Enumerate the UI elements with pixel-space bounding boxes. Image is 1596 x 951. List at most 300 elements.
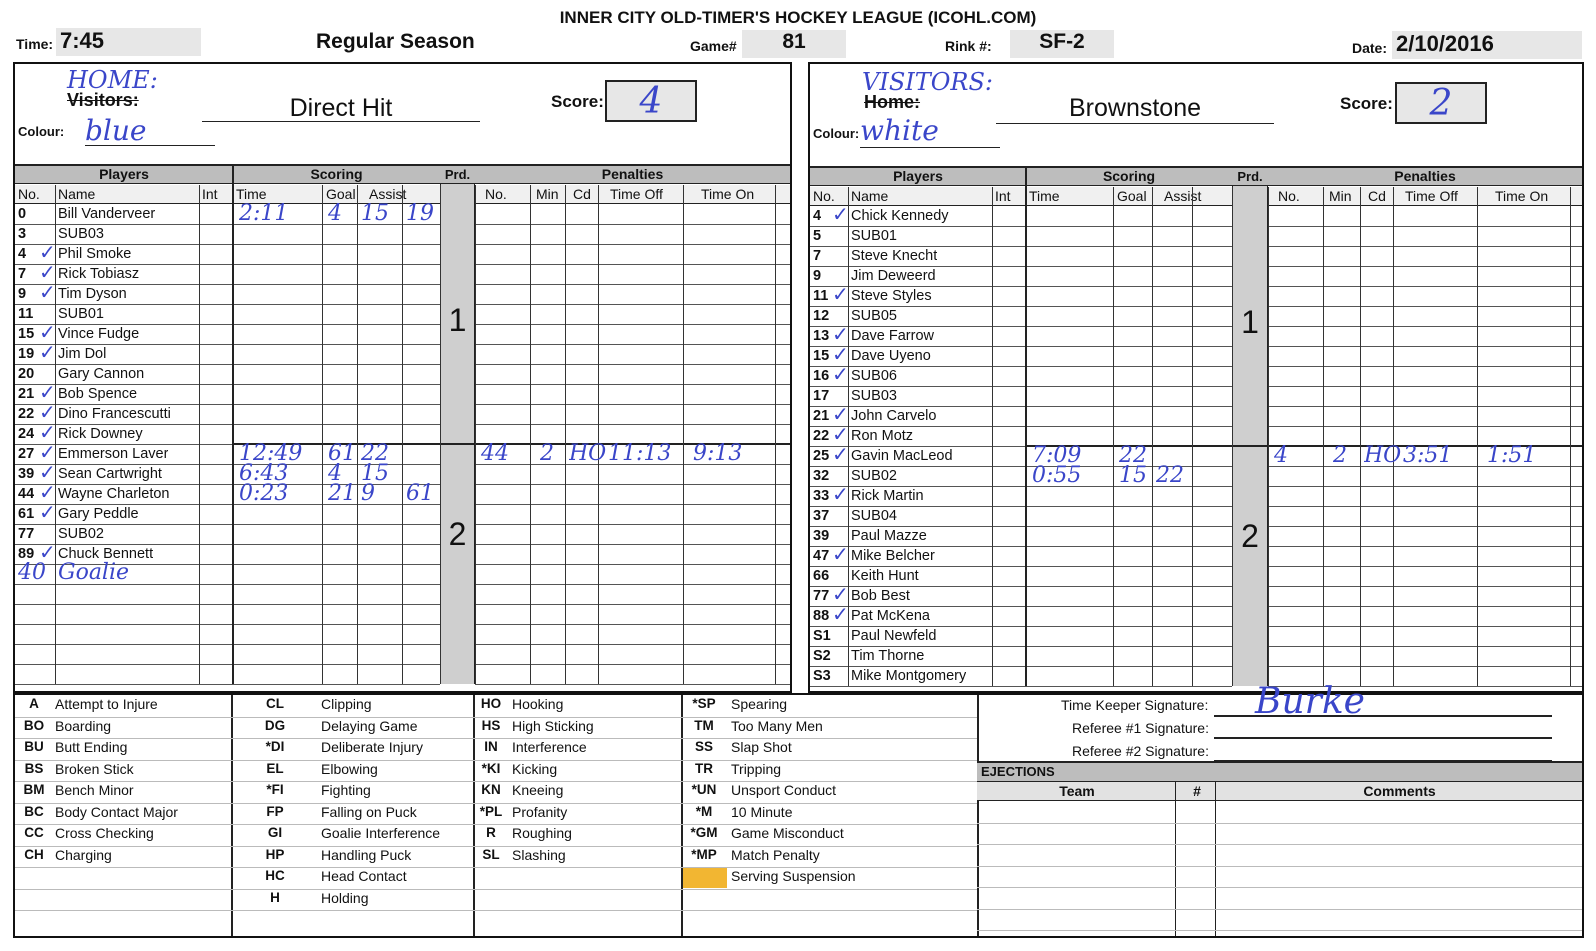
grid-line <box>475 424 790 425</box>
penalty-code-desc: Fighting <box>321 782 371 798</box>
grid-line <box>475 364 790 365</box>
player-number: 22 <box>18 406 35 422</box>
grid-line <box>1268 386 1582 387</box>
grid-vline <box>992 187 993 686</box>
player-number: 9 <box>813 268 822 284</box>
grid-line <box>810 386 1232 387</box>
player-name: Keith Hunt <box>851 568 919 584</box>
check-mark-icon: ✓ <box>832 402 849 426</box>
ejections-comments-header: Comments <box>1363 783 1436 799</box>
player-name: SUB03 <box>58 226 104 242</box>
grid-line <box>475 664 790 665</box>
legend-row-line <box>15 910 977 911</box>
penalty-code-desc: Clipping <box>321 696 372 712</box>
penalties-header: Penalties <box>475 164 790 184</box>
penalty-code-desc: 10 Minute <box>731 803 793 820</box>
visitors-score: 2 <box>1395 82 1487 124</box>
penalty-code-key: *KI <box>481 760 501 776</box>
penalty-code-key: A <box>29 696 39 711</box>
penalty-minutes: 2 <box>540 441 554 466</box>
player-number: 9 <box>18 286 27 302</box>
penalty-code-desc: Body Contact Major <box>55 803 178 820</box>
legend-row-line <box>15 846 977 847</box>
timekeeper-label: Time Keeper Signature: <box>1061 697 1209 713</box>
grid-vline <box>1477 187 1478 686</box>
assist-1: 9 <box>361 481 375 506</box>
penalty-code-key: BC <box>24 803 44 819</box>
col-goal: Goal <box>326 186 356 202</box>
check-mark-icon: ✓ <box>39 340 56 364</box>
period-header: Prd. <box>1232 166 1268 186</box>
player-name: SUB03 <box>851 388 897 404</box>
grid-line <box>1268 286 1582 287</box>
penalty-code-desc: Falling on Puck <box>321 803 417 820</box>
penalty-legend <box>13 681 1584 938</box>
penalty-code-key: SS <box>694 739 713 754</box>
game-label: Game# <box>690 38 737 54</box>
check-mark-icon: ✓ <box>832 282 849 306</box>
ejections-title: EJECTIONS <box>977 761 1582 781</box>
col-time-off: Time Off <box>1405 188 1458 204</box>
penalty-code-desc: Butt Ending <box>55 739 128 755</box>
grid-line <box>1268 406 1582 407</box>
ejections-row-line <box>977 909 1582 910</box>
player-number: S3 <box>813 668 831 684</box>
legend-divider <box>977 695 979 936</box>
goal-time: 2:11 <box>239 201 289 226</box>
player-name: Rick Martin <box>851 488 924 504</box>
grid-line <box>475 324 790 325</box>
penalty-code-desc: Broken Stick <box>55 760 134 777</box>
player-name: Mike Montgomery <box>851 668 967 684</box>
player-name: Sean Cartwright <box>58 466 162 482</box>
grid-line <box>1268 566 1582 567</box>
grid-line <box>15 604 440 605</box>
col-pen-no: No. <box>485 186 507 202</box>
grid-line <box>810 666 1232 667</box>
grid-line <box>475 544 790 545</box>
grid-vline <box>357 185 358 684</box>
grid-vline <box>565 185 566 684</box>
penalty-code-key: HS <box>481 717 501 733</box>
assist-1: 22 <box>1156 463 1184 488</box>
legend-divider <box>681 695 683 936</box>
penalty-code-desc: Serving Suspension <box>731 868 856 884</box>
penalty-code-desc: Roughing <box>512 825 572 841</box>
serving-suspension-swatch <box>681 867 727 888</box>
penalty-code-desc: Bench Minor <box>55 782 134 798</box>
player-name: SUB02 <box>58 526 104 542</box>
grid-line <box>475 224 790 225</box>
col-assist: Assist <box>369 186 407 202</box>
penalty-code-key: HO <box>480 696 502 711</box>
player-name: Wayne Charleton <box>58 486 170 502</box>
penalty-code-desc: Charging <box>55 846 112 863</box>
grid-line <box>1268 246 1582 247</box>
penalty-code-desc: Slap Shot <box>731 739 792 755</box>
grid-line <box>475 484 790 485</box>
goal-time: 0:55 <box>1032 463 1082 488</box>
col-int: Int <box>202 186 218 202</box>
grid-line <box>810 326 1232 327</box>
player-name: Bill Vanderveer <box>58 206 156 222</box>
grid-line <box>1268 526 1582 527</box>
check-mark-icon: ✓ <box>39 260 56 284</box>
grid-vline <box>598 185 599 684</box>
penalty-code-desc: High Sticking <box>512 717 594 734</box>
player-number: 5 <box>813 228 822 244</box>
date-value: 2/10/2016 <box>1392 31 1582 59</box>
grid-line <box>15 344 440 345</box>
check-mark-icon: ✓ <box>832 322 849 346</box>
player-name: Ron Motz <box>851 428 914 444</box>
grid-line <box>475 624 790 625</box>
penalty-code-key: BS <box>24 760 44 776</box>
grid-vline <box>683 185 684 684</box>
legend-row-line <box>15 803 977 804</box>
player-name: Paul Mazze <box>851 528 927 544</box>
grid-line <box>810 266 1232 267</box>
grid-line <box>15 304 440 305</box>
check-mark-icon: ✓ <box>832 482 849 506</box>
grid-line <box>15 424 440 425</box>
grid-line <box>475 584 790 585</box>
player-number: 77 <box>813 588 830 604</box>
grid-line <box>810 546 1232 547</box>
grid-line <box>1268 586 1582 587</box>
grid-line <box>810 426 1232 427</box>
period-header: Prd. <box>440 164 475 184</box>
legend-row-line <box>15 738 977 739</box>
penalty-player: 44 <box>481 441 509 466</box>
grid-line <box>1268 546 1582 547</box>
legend-divider <box>473 695 475 936</box>
period-column <box>440 184 475 684</box>
grid-line <box>475 244 790 245</box>
player-number: 16 <box>813 368 830 384</box>
grid-vline <box>530 185 531 684</box>
grid-vline <box>1570 187 1571 686</box>
player-number: 77 <box>18 526 35 542</box>
player-number: 44 <box>18 486 35 502</box>
player-number: 15 <box>18 326 35 342</box>
ejections-team-header: Team <box>1059 783 1095 799</box>
legend-row-line <box>15 867 977 868</box>
player-name: Chick Kennedy <box>851 208 949 224</box>
assist-2: 61 <box>406 481 434 506</box>
player-number: S2 <box>813 648 831 664</box>
grid-line <box>810 286 1232 287</box>
player-name: Goalie <box>58 560 130 585</box>
time-value: 7:45 <box>56 28 201 56</box>
col-cd: Cd <box>1368 188 1386 204</box>
penalty-code-key: *MP <box>691 846 717 862</box>
grid-line <box>810 566 1232 567</box>
col-min: Min <box>536 186 559 202</box>
player-name: Gavin MacLeod <box>851 448 953 464</box>
col-pen-no: No. <box>1278 188 1300 204</box>
player-number: 11 <box>813 288 829 304</box>
scoring-header: Scoring <box>1026 166 1232 186</box>
assist-1: 22 <box>361 441 389 466</box>
grid-vline <box>402 185 403 684</box>
player-name: Steve Knecht <box>851 248 938 264</box>
ejections-row-line <box>977 930 1582 931</box>
player-number: 21 <box>18 386 35 402</box>
legend-row-line <box>15 781 977 782</box>
visitors-score-label: Score: <box>1340 94 1393 113</box>
penalty-code: HO <box>569 441 607 466</box>
penalty-code-desc: Elbowing <box>321 760 378 777</box>
player-name: Chuck Bennett <box>58 546 154 562</box>
penalty-code-desc: Match Penalty <box>731 846 820 863</box>
grid-line <box>475 404 790 405</box>
legend-row-line <box>15 717 977 718</box>
penalty-code-desc: Unsport Conduct <box>731 782 837 798</box>
visitors-colour-label: Colour: <box>813 126 860 141</box>
player-name: John Carvelo <box>851 408 937 424</box>
penalty-code-key: BU <box>24 739 44 754</box>
ejections-row-line <box>977 887 1582 888</box>
check-mark-icon: ✓ <box>39 420 56 444</box>
player-number: 17 <box>813 388 830 404</box>
goal-scorer: 21 <box>328 481 356 506</box>
check-mark-icon: ✓ <box>832 422 849 446</box>
home-colour: blue <box>85 114 215 146</box>
player-name: Jim Deweerd <box>851 268 936 284</box>
ejections-number-header: # <box>1193 783 1201 799</box>
penalty-code-key: CL <box>266 696 284 711</box>
penalty-code-desc: Hooking <box>512 696 564 712</box>
grid-line <box>15 524 440 525</box>
check-mark-icon: ✓ <box>832 542 849 566</box>
penalty-code-desc: Tripping <box>731 760 782 777</box>
time-label: Time: <box>16 36 54 52</box>
goal-scorer: 22 <box>1119 443 1147 468</box>
goal-time: 0:23 <box>239 481 289 506</box>
grid-line <box>810 686 1232 687</box>
player-number: 19 <box>18 346 35 362</box>
goal-scorer: 15 <box>1119 463 1147 488</box>
player-number: 24 <box>18 426 35 442</box>
grid-line <box>1268 426 1582 427</box>
check-mark-icon: ✓ <box>39 440 56 464</box>
player-name: SUB04 <box>851 508 897 524</box>
period-2-label: 2 <box>448 516 467 552</box>
grid-line <box>1268 486 1582 487</box>
penalty-code: HO <box>1364 443 1402 468</box>
player-number: 15 <box>813 348 830 364</box>
home-role-handwritten: HOME: <box>67 66 158 94</box>
check-mark-icon: ✓ <box>39 380 56 404</box>
grid-line <box>1268 606 1582 607</box>
penalty-code-key: FP <box>266 803 284 819</box>
check-mark-icon: ✓ <box>39 500 56 524</box>
rink-number: SF-2 <box>1010 30 1114 58</box>
player-number: 89 <box>18 546 35 562</box>
player-name: Gary Cannon <box>58 366 145 382</box>
penalty-code-desc: Holding <box>321 889 369 906</box>
penalty-code-desc: Cross Checking <box>55 825 154 841</box>
assist-2: 19 <box>406 201 434 226</box>
grid-line <box>15 544 440 545</box>
grid-line <box>15 384 440 385</box>
player-name: Bob Best <box>851 588 910 604</box>
penalty-code-key: KN <box>481 782 501 797</box>
penalty-code-key: TM <box>694 717 714 733</box>
penalty-code-desc: Kneeing <box>512 782 564 798</box>
grid-line <box>810 406 1232 407</box>
grid-vline <box>440 185 441 684</box>
grid-line <box>475 644 790 645</box>
player-number: 27 <box>18 446 35 462</box>
player-name: Steve Styles <box>851 288 932 304</box>
check-mark-icon: ✓ <box>832 342 849 366</box>
home-colour-label: Colour: <box>18 124 65 139</box>
penalty-code-desc: Goalie Interference <box>321 825 441 841</box>
penalty-time-on: 9:13 <box>693 441 743 466</box>
grid-line <box>1268 226 1582 227</box>
league-title: INNER CITY OLD-TIMER'S HOCKEY LEAGUE (ICOHL.COM) <box>559 8 1037 27</box>
game-number: 81 <box>742 30 846 58</box>
check-mark-icon: ✓ <box>39 240 56 264</box>
penalty-code-desc: Interference <box>512 739 587 755</box>
player-number: 40 <box>18 560 46 585</box>
grid-line <box>1268 326 1582 327</box>
grid-line <box>810 506 1232 507</box>
date-label: Date: <box>1352 40 1388 56</box>
col-no: No. <box>18 186 40 202</box>
grid-line <box>810 346 1232 347</box>
player-name: Mike Belcher <box>851 548 935 564</box>
penalty-code-desc: Handling Puck <box>321 846 412 863</box>
assist-1: 15 <box>361 201 389 226</box>
referee1-signature-line <box>1214 737 1552 739</box>
player-name: Vince Fudge <box>58 326 140 342</box>
referee2-label: Referee #2 Signature: <box>1072 743 1209 759</box>
player-number: 13 <box>813 328 830 344</box>
grid-line <box>1268 626 1582 627</box>
grid-line <box>15 644 440 645</box>
player-name: SUB01 <box>58 306 104 322</box>
ejections-divider <box>1175 781 1176 936</box>
goal-scorer: 4 <box>328 201 342 226</box>
player-number: 11 <box>18 306 34 322</box>
penalty-code-desc: Boarding <box>55 717 112 734</box>
grid-line <box>475 384 790 385</box>
assist-1: 15 <box>361 461 389 486</box>
ejections-row-line <box>977 823 1582 824</box>
player-name: SUB02 <box>851 468 897 484</box>
player-number: 12 <box>813 308 830 324</box>
col-min: Min <box>1329 188 1352 204</box>
penalty-code-desc: Slashing <box>512 846 566 863</box>
check-mark-icon: ✓ <box>832 582 849 606</box>
player-number: 47 <box>813 548 830 564</box>
penalty-code-key: R <box>486 825 496 840</box>
col-int: Int <box>995 188 1011 204</box>
grid-vline <box>1268 187 1269 686</box>
player-number: 20 <box>18 366 35 382</box>
player-name: Pat McKena <box>851 608 930 624</box>
visitors-colour: white <box>860 114 1000 148</box>
goal-time: 12:49 <box>239 441 303 466</box>
check-mark-icon: ✓ <box>832 362 849 386</box>
grid-vline <box>1152 187 1153 686</box>
home-team-panel <box>13 62 792 693</box>
penalty-code-key: BO <box>23 717 45 733</box>
penalty-code-desc: Too Many Men <box>731 717 823 734</box>
player-number: 61 <box>18 506 35 522</box>
visitors-role-printed: Home: <box>864 92 921 112</box>
period-1-label: 1 <box>1241 304 1259 340</box>
col-time-on: Time On <box>701 186 755 202</box>
grid-line <box>1268 306 1582 307</box>
check-mark-icon: ✓ <box>39 460 56 484</box>
ejections-divider <box>1215 781 1216 936</box>
player-number: 39 <box>813 528 830 544</box>
penalty-code-key: TR <box>695 760 713 776</box>
grid-line <box>810 606 1232 607</box>
players-right-border <box>1025 166 1027 686</box>
penalty-time-off: 3:51 <box>1403 443 1453 468</box>
visitors-team-name: Brownstone <box>996 94 1274 124</box>
grid-top-border <box>810 166 1582 168</box>
col-name: Name <box>851 188 889 204</box>
grid-line <box>1268 266 1582 267</box>
grid-line <box>810 646 1232 647</box>
penalty-code-key: CH <box>24 846 44 862</box>
grid-vline <box>1232 187 1233 686</box>
player-number: 21 <box>813 408 830 424</box>
goal-scorer: 4 <box>328 461 342 486</box>
player-name: SUB05 <box>851 308 897 324</box>
ejections-row-line <box>977 866 1582 867</box>
penalties-header: Penalties <box>1268 166 1582 186</box>
ejections-row-line <box>977 844 1582 845</box>
penalty-code-key: GI <box>267 825 283 840</box>
home-team-name: Direct Hit <box>202 94 480 122</box>
grid-line <box>810 586 1232 587</box>
player-number: 4 <box>813 208 822 224</box>
penalty-code-key: H <box>270 889 280 905</box>
penalty-time-off: 11:13 <box>608 441 672 466</box>
player-number: 22 <box>813 428 830 444</box>
check-mark-icon: ✓ <box>832 602 849 626</box>
col-goal: Goal <box>1117 188 1147 204</box>
grid-line <box>810 226 1232 227</box>
penalty-code-key: IN <box>484 739 498 754</box>
penalty-code-key: *FI <box>266 782 284 797</box>
penalty-code-desc: Spearing <box>731 696 788 712</box>
player-name: Emmerson Laver <box>58 446 169 462</box>
grid-line <box>475 524 790 525</box>
referee1-label: Referee #1 Signature: <box>1072 720 1209 736</box>
grid-line <box>15 284 440 285</box>
period-column <box>1232 186 1268 686</box>
penalty-minutes: 2 <box>1333 443 1347 468</box>
grid-top-border <box>15 164 790 166</box>
player-number: S1 <box>813 628 831 644</box>
home-score: 4 <box>605 80 697 122</box>
col-assist: Assist <box>1164 188 1202 204</box>
player-number: 0 <box>18 206 27 222</box>
check-mark-icon: ✓ <box>832 202 849 226</box>
player-name: Paul Newfeld <box>851 628 937 644</box>
grid-line <box>475 344 790 345</box>
grid-line <box>475 264 790 265</box>
grid-line <box>15 624 440 625</box>
